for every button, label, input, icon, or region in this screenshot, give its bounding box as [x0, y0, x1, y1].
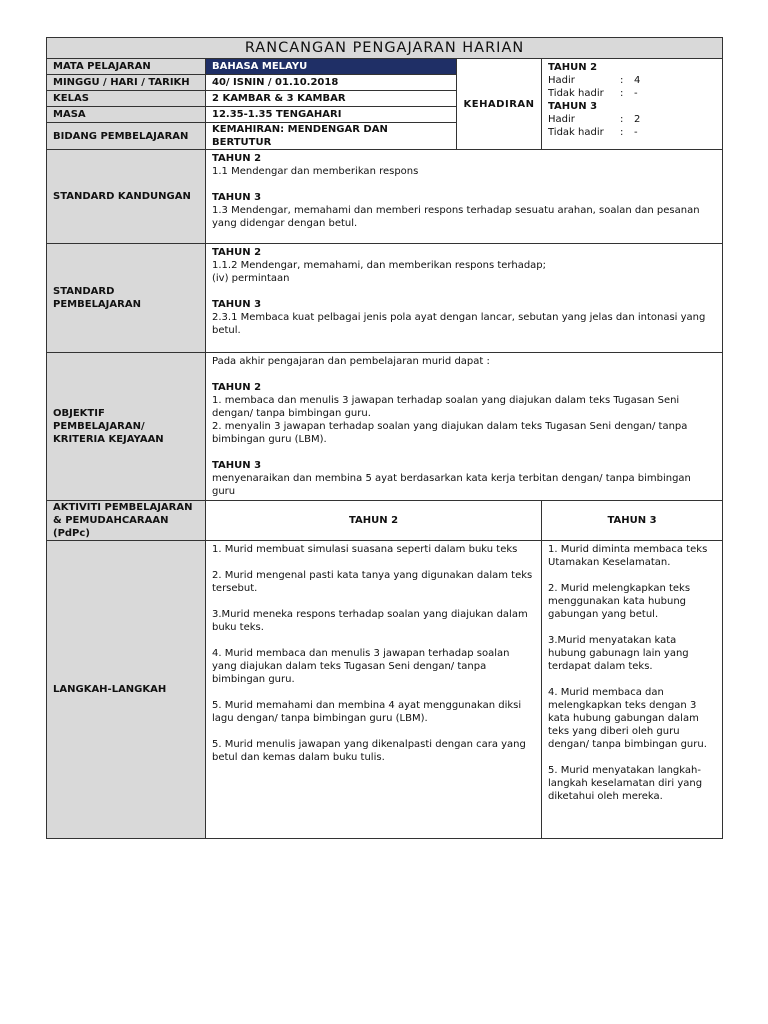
langkah-tahun3 — [542, 541, 723, 839]
aktiviti-col-tahun2: TAHUN 2 — [206, 501, 542, 541]
bidang-label: BIDANG PEMBELAJARAN — [47, 123, 206, 150]
standard-kandungan-label: STANDARD KANDUNGAN — [47, 150, 206, 244]
sk-t3-text: 1.3 Mendengar, memahami dan memberi respons terhadap sesuatu arahan, soalan dan pesanan yang didengar dengan betul. — [212, 205, 700, 229]
sk-t3-title: TAHUN 3 — [212, 192, 262, 203]
minggu-value: 40/ ISNIN / 01.10.2018 — [206, 75, 457, 91]
langkah-t2-step: 5. Murid menulis jawapan yang dikenalpasti dengan cara yang betul dan kemas dalam buku tulis. — [212, 739, 526, 763]
lesson-plan-table — [46, 37, 723, 839]
aktiviti-label: AKTIVITI PEMBELAJARAN & PEMUDAHCARAAN (PdPc) — [47, 501, 206, 541]
objektif-intro: Pada akhir pengajaran dan pembelajaran murid dapat : — [212, 356, 490, 367]
sp-t3-title: TAHUN 3 — [212, 299, 262, 310]
page-title: RANCANGAN PENGAJARAN HARIAN — [47, 38, 723, 59]
langkah-t3-step: 2. Murid melengkapkan teks menggunakan kata hubung gabungan yang betul. — [548, 583, 691, 620]
standard-pembelajaran-label: STANDARD PEMBELAJARAN — [47, 244, 206, 353]
objektif-t3-title: TAHUN 3 — [212, 460, 262, 471]
langkah-t3-step: 3.Murid menyatakan kata hubung gabunagn lain yang terdapat dalam teks. — [548, 635, 689, 672]
sk-t2-text: 1.1 Mendengar dan memberikan respons — [212, 166, 419, 177]
langkah-label: LANGKAH-LANGKAH — [47, 541, 206, 839]
mata-pelajaran-value: BAHASA MELAYU — [206, 59, 457, 75]
langkah-t2-step: 5. Murid memahami dan membina 4 ayat menggunakan diksi lagu dengan/ tanpa bimbingan guru (LBM). — [212, 700, 522, 724]
sp-t2-line1: 1.1.2 Mendengar, memahami, dan memberikan respons terhadap; — [212, 260, 547, 271]
bidang-value: KEMAHIRAN: MENDENGAR DAN BERTUTUR — [206, 123, 457, 150]
masa-label: MASA — [47, 107, 206, 123]
langkah-t3-step: 5. Murid menyatakan langkah-langkah keselamatan diri yang diketahui oleh mereka. — [548, 765, 703, 802]
langkah-t3-step: 1. Murid diminta membaca teks Utamakan Keselamatan. — [548, 544, 708, 568]
objektif-content — [206, 353, 723, 501]
sk-t2-title: TAHUN 2 — [212, 153, 262, 164]
objektif-t2-title: TAHUN 2 — [212, 382, 262, 393]
objektif-label: OBJEKTIF PEMBELAJARAN/ KRITERIA KEJAYAAN — [47, 353, 206, 501]
objektif-t2-item1: 1. membaca dan menulis 3 jawapan terhadap soalan yang diajukan dalam teks Tugasan Seni dengan/ tanpa bimbingan guru. — [212, 395, 680, 419]
attendance-t3-title: TAHUN 3 — [548, 101, 598, 112]
attendance-t3-tidak-hadir: Tidak hadir : - — [548, 127, 638, 138]
standard-pembelajaran-content — [206, 244, 723, 353]
minggu-label: MINGGU / HARI / TARIKH — [47, 75, 206, 91]
kelas-value: 2 KAMBAR & 3 KAMBAR — [206, 91, 457, 107]
standard-kandungan-content — [206, 150, 723, 244]
attendance-t2-hadir: Hadir : 4 — [548, 75, 641, 86]
kehadiran-label: KEHADIRAN — [457, 59, 542, 150]
sp-t3-text: 2.3.1 Membaca kuat pelbagai jenis pola ayat dengan lancar, sebutan yang jelas dan intonasi yang betul. — [212, 312, 706, 336]
attendance-t3-hadir: Hadir : 2 — [548, 114, 641, 125]
sp-t2-line2: (iv) permintaan — [212, 273, 290, 284]
objektif-t3-text: menyenaraikan dan membina 5 ayat berdasarkan kata kerja terbitan dengan/ tanpa bimbingan guru — [212, 473, 691, 497]
attendance-t2-title: TAHUN 2 — [548, 62, 598, 73]
langkah-tahun2 — [206, 541, 542, 839]
langkah-t3-step: 4. Murid membaca dan melengkapkan teks dengan 3 kata hubung gabungan dalam teks yang diberi oleh guru dengan/ tanpa bimbingan guru. — [548, 687, 707, 750]
attendance-t2-tidak-hadir: Tidak hadir : - — [548, 88, 638, 99]
mata-pelajaran-label: MATA PELAJARAN — [47, 59, 206, 75]
attendance-box — [542, 59, 723, 150]
objektif-t2-item2: 2. menyalin 3 jawapan terhadap soalan yang diajukan dalam teks Tugasan Seni dengan/ tanpa bimbingan guru (LBM). — [212, 421, 688, 445]
sp-t2-title: TAHUN 2 — [212, 247, 262, 258]
kelas-label: KELAS — [47, 91, 206, 107]
masa-value: 12.35-1.35 TENGAHARI — [206, 107, 457, 123]
langkah-t2-step: 3.Murid meneka respons terhadap soalan yang diajukan dalam buku teks. — [212, 609, 528, 633]
langkah-t2-step: 4. Murid membaca dan menulis 3 jawapan terhadap soalan yang diajukan dalam teks Tugasan Seni dengan/ tanpa bimbingan guru. — [212, 648, 510, 685]
aktiviti-col-tahun3: TAHUN 3 — [542, 501, 723, 541]
langkah-t2-step: 2. Murid mengenal pasti kata tanya yang digunakan dalam teks tersebut. — [212, 570, 533, 594]
langkah-t2-step: 1. Murid membuat simulasi suasana seperti dalam buku teks — [212, 544, 518, 555]
